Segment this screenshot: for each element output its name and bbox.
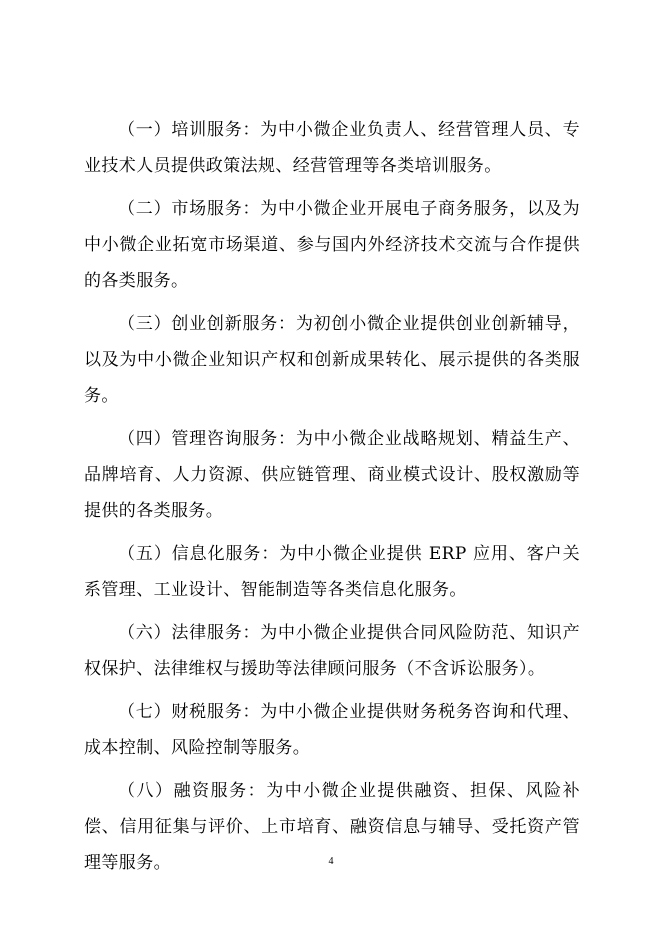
document-body — [84, 112, 580, 888]
paragraph-market-service: （二）市场服务：为中小微企业开展电子商务服务，以及为中小微企业拓宽市场渠道、参与国内外经济技术交流与合作提供的各类服务。 — [84, 199, 580, 291]
paragraph-finance-tax-service: （七）财税服务：为中小微企业提供财务税务咨询和代理、成本控制、风险控制等服务。 — [84, 702, 580, 758]
paragraph-legal-service: （六）法律服务：为中小微企业提供合同风险防范、知识产权保护、法律维权与援助等法律顾问服务（不含诉讼服务）。 — [84, 623, 580, 679]
paragraph-entrepreneurship-service: （三）创业创新服务：为初创小微企业提供创业创新辅导，以及为中小微企业知识产权和创新成果转化、展示提供的各类服务。 — [84, 314, 580, 406]
paragraph-financing-service: （八）融资服务：为中小微企业提供融资、担保、风险补偿、信用征集与评价、上市培育、融资信息与辅导、受托资产管理等服务。 — [84, 781, 580, 873]
paragraph-management-consulting: （四）管理咨询服务：为中小微企业战略规划、精益生产、品牌培育、人力资源、供应链管理、商业模式设计、股权激励等提供的各类服务。 — [84, 429, 580, 521]
page-number: 4 — [328, 856, 334, 867]
paragraph-informatization-service: （五）信息化服务：为中小微企业提供 ERP 应用、客户关系管理、工业设计、智能制造等各类信息化服务。 — [84, 544, 580, 600]
paragraph-training-service: （一）培训服务：为中小微企业负责人、经营管理人员、专业技术人员提供政策法规、经营管理等各类培训服务。 — [84, 120, 580, 176]
